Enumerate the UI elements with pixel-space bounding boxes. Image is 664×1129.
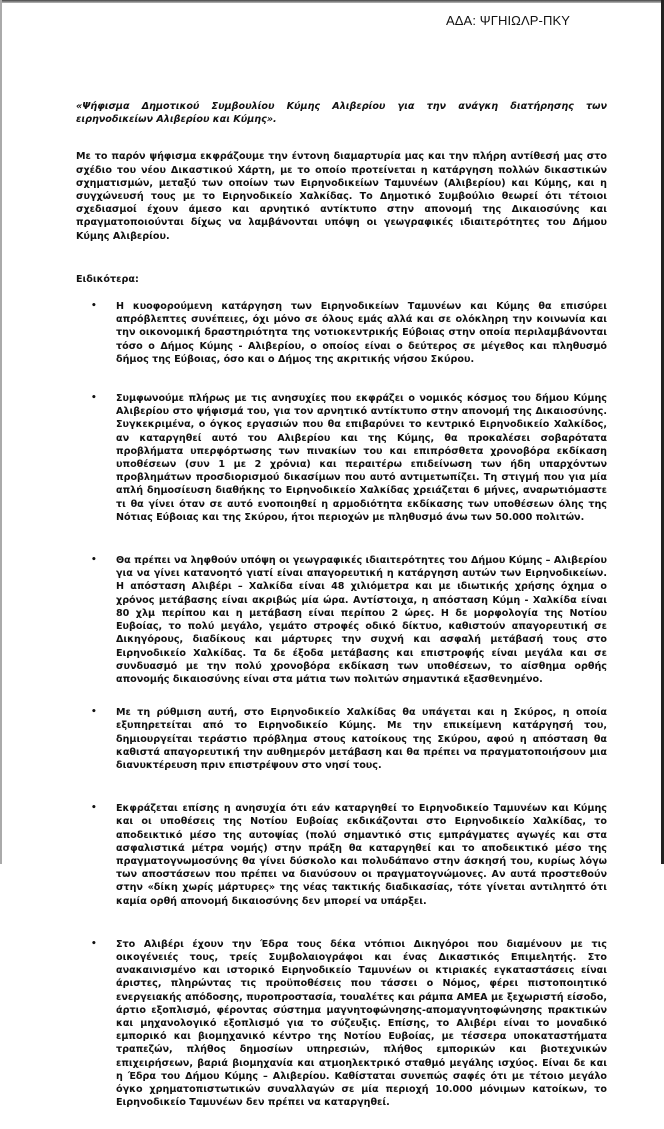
bullet-icon: • (91, 393, 97, 404)
document-title: «Ψήφισμα Δημοτικού Συμβουλίου Κύμης Αλιβερίου για την ανάγκη διατήρησης των ειρηνοδικείων Αλιβερίου και Κύμης». (76, 101, 607, 126)
intro-paragraph: Με το παρόν ψήφισμα εκφράζουμε την έντονη διαμαρτυρία μας και την πλήρη αντίθεσή μας στο σχέδιο του νέου Δικαστικού Χάρτη, με το οποίο προτείνεται η κατάργηση πολλών δικαστικών σχηματισμών, μεταξύ των οποίων των Ειρηνοδικείων Ταμυνέων (Αλιβερίου) και Κύμης, και η συγχώνευσή τους με το Ειρηνοδικείο Χαλκίδας. Το Δημοτικό Συμβούλιο θεωρεί ότι τέτοιοι σχεδιασμοί έχουν άμεσο και αρνητικό αντίκτυπο στην απονομή της Δικαιοσύνης και πραγματοποιούνται δίχως να λαμβάνονται υπόψη οι γεωγραφικές ιδιαιτερότητες του Δήμου Κύμης Αλιβερίου. (76, 151, 607, 242)
point-text: Εκφράζεται επίσης η ανησυχία ότι εάν καταργηθεί το Ειρηνοδικείο Ταμυνέων και Κύμης και οι υποθέσεις της Νοτίου Ευβοίας εκδικάζονται στο Ειρηνοδικείο Χαλκίδας, το αποδεικτικό μέσο της αυτοψίας (πολύ σημαντικό στις εμπράγματες αγωγές και στα ασφαλιστικά μέτρα νομής) στην πράξη θα καταργηθεί και το αποδεικτικό μέσο της πραγματογνωμοσύνης θα γίνει δύσκολο και πολυδάπανο στην άσκησή του, κυρίως λόγω των αποστάσεων που πρέπει να διανύσουν οι πραγματογνώμονες. Αν αυτά προστεθούν στην «δίκη χωρίς μάρτυρες» της νέας τακτικής διαδικασίας, τότε γίνεται αντιληπτό ότι καμία ορθή απονομή δικαιοσύνης δεν μπορεί να υπάρξει. (116, 803, 607, 907)
bullet-icon: • (91, 301, 97, 312)
bullet-icon: • (91, 707, 97, 718)
point-text: Στο Αλιβέρι έχουν την Έδρα τους δέκα ντόπιοι Δικηγόροι που διαμένουν με τις οικογένειές τους, τρείς Συμβολαιογράφοι και ένας Δικαστικός Επιμελητής. Στο ανακαινισμένο και ιστορικό Ειρηνοδικείο Ταμυνέων οι κτιριακές εγκαταστάσεις είναι άριστες, πληρώντας τις προϋποθέσεις που τάσσει ο Νόμος, φέρει πιστοποιητικό ενεργειακής απόδοσης, πυροπροστασία, τουαλέτες και ράμπα ΑΜΕΑ με ξεχωριστή είσοδο, άρτιο εξοπλισμό, φέροντας σύστημα μαγνητοφώνησης-απομαγνητοφώνησης πρακτικών και μηχανολογικό εξοπλισμό για το σύζευξις. Επίσης, το Αλιβέρι είναι το μοναδικό εμπορικό και βιομηχανικό κέντρο της Νοτίου Ευβοίας, με τέσσερα υποκαταστήματα τραπεζών, πλήθος δημοσίων υπηρεσιών, πλήθος εμπορικών και βιοτεχνικών επιχειρήσεων, βαριά βιομηχανία και ατμοηλεκτρικό σταθμό μεγάλης ισχύος. Είναι δε και η Έδρα του Δήμου Κύμης – Αλιβερίου. Καθίσταται συνεπώς σαφές ότι με τέτοιο μεγάλο όγκο χρηματοπιστωτικών συναλλαγών σε μία περιοχή 10.000 μόνιμων κατοίκων, το Ειρηνοδικείο Ταμυνέων δεν πρέπει να καταργηθεί. (116, 938, 607, 1109)
list-item (76, 392, 607, 524)
page-left-border (0, 0, 2, 864)
bullet-icon: • (91, 555, 97, 566)
point-text: Συμφωνούμε πλήρως με τις ανησυχίες που εκφράζει ο νομικός κόσμος του δήμου Κύμης Αλιβερίου στο ψήφισμά του, για τον αρνητικό αντίκτυπο στην απονομή της Δικαιοσύνης. Συγκεκριμένα, ο όγκος εργασιών που θα επιβαρύνει το κεντρικό Ειρηνοδικείο Χαλκίδος, αν καταργηθεί αυτό του Αλιβερίου και της Κύμης, θα προκαλέσει σοβαρότατα προβλήματα υπερφόρτωσης των πινακίων του και επιπρόσθετα χρονοβόρα εκδίκαση υποθέσεων (συν 1 με 2 χρόνια) και περαιτέρω επιδείνωση των ήδη υπαρχόντων προβλημάτων προσδιορισμού δικασίμων που αυτό αντιμετωπίζει. Τη στιγμή που για μία απλή δημοσίευση διαθήκης το Ειρηνοδικείο Χαλκίδας χρειάζεται 6 μήνες, αναρωτιόμαστε τι θα γίνει όταν σε αυτό ενοποιηθεί η αρμοδιότητα εκδίκασης των υποθέσεων όλης της Νότιας Εύβοιας και της Σκύρου, ήτοι περιοχών με πληθυσμό άνω των 50.000 πολιτών. (116, 393, 607, 523)
document-body (76, 100, 607, 1129)
point-text: Θα πρέπει να ληφθούν υπόψη οι γεωγραφικές ιδιαιτερότητες του Δήμου Κύμης – Αλιβερίου για να γίνει κατανοητό γιατί είναι απαγορευτική η κατάργηση αυτών των Ειρηνοδικείων. Η απόσταση Αλιβέρι – Χαλκίδα είναι 48 χιλιόμετρα και με ιδιωτικής χρήσης όχημα ο χρόνος μετάβασης είναι ακριβώς μία ώρα. Αντίστοιχα, η απόσταση Κύμη - Χαλκίδα είναι 80 χλμ περίπου και η μετάβαση είναι περίπου 2 ώρες. Η δε μορφολογία της Νοτίου Ευβοίας, το πολύ μεγάλο, γεμάτο στροφές οδικό δίκτυο, καθιστούν απαγορευτική σε Δικηγόρους, διαδίκους και μάρτυρες την συχνή και ασφαλή μετάβασή τους στο Ειρηνοδικείο Χαλκίδας. Τα δε έξοδα μετάβασης και επιστροφής είναι μεγάλα και σε συνδυασμό με την πολύ χρονοβόρα εκδίκαση των υποθέσεων, το αίσθημα ορθής απονομής δικαιοσύνης είναι στα μάτια των πολιτών σημαντικά εξασθενημένο. (116, 555, 607, 685)
point-text: Με τη ρύθμιση αυτή, στο Ειρηνοδικείο Χαλκίδας θα υπάγεται και η Σκύρος, η οποία εξυπηρετείται από το Ειρηνοδικείο Κύμης. Με την επικείμενη κατάργησή του, δημιουργείται τεράστιο πρόβλημα στους κατοίκους της Σκύρου, αφού η απόσταση θα καθιστά απαγορευτική την αυθημερόν μετάβαση και θα πρέπει να πραγματοποιήσουν μια διανυκτέρευση πριν επιστρέψουν στο νησί τους. (116, 707, 607, 771)
list-item (76, 802, 607, 908)
points-list (76, 300, 607, 1109)
list-item (76, 938, 607, 1110)
bullet-icon: • (91, 803, 97, 814)
ada-code: ΑΔΑ: ΨΓΗΙΩΛΡ-ΠΚΥ (446, 13, 571, 28)
section-heading: Ειδικότερα: (76, 273, 139, 285)
list-item (76, 554, 607, 686)
page-top-border (0, 0, 664, 3)
bullet-icon: • (91, 938, 97, 949)
list-item (76, 300, 607, 366)
point-text: Η κυοφορούμενη κατάργηση των Ειρηνοδικείων Ταμυνέων και Κύμης θα επισύρει απρόβλεπτες συνέπειες, όχι μόνο σε όλους εμάς αλλά και σε ολόκληρη την κοινωνία και την οικονομική δραστηριότητα της νοτιοκεντρικής Εύβοιας στην οποία περιλαμβάνονται τόσο ο Δήμος Κύμης - Αλιβερίου, ο οποίος είναι ο δεύτερος σε μέγεθος και πληθυσμό δήμος της Εύβοιας, όσο και ο Δήμος της ακριτικής νήσου Σκύρου. (116, 301, 607, 365)
list-item (76, 706, 607, 772)
